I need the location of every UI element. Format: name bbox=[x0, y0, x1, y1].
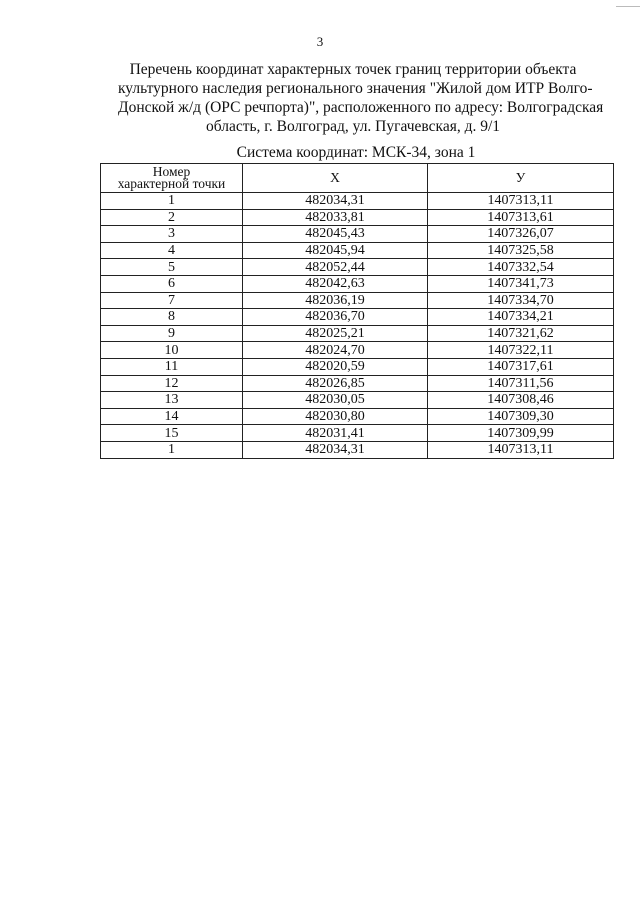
table-row bbox=[101, 392, 614, 409]
y-coordinate-cell: 1407313,11 bbox=[428, 193, 614, 210]
table-row bbox=[101, 408, 614, 425]
table-row bbox=[101, 193, 614, 210]
coordinates-table bbox=[100, 163, 614, 459]
x-coordinate-cell: 482034,31 bbox=[243, 193, 428, 210]
point-number-cell: 10 bbox=[101, 342, 243, 359]
point-number-cell: 9 bbox=[101, 325, 243, 342]
title-line: область, г. Волгоград, ул. Пугачевская, д. 9/1 bbox=[205, 118, 501, 135]
point-number-cell: 11 bbox=[101, 358, 243, 375]
table-row bbox=[101, 358, 614, 375]
point-number-cell: 5 bbox=[101, 259, 243, 276]
point-number-cell: 15 bbox=[101, 425, 243, 442]
table-body bbox=[101, 193, 614, 459]
header-point-number-line2: характерной точки bbox=[117, 176, 226, 191]
table-row bbox=[101, 375, 614, 392]
x-coordinate-cell: 482025,21 bbox=[243, 325, 428, 342]
x-coordinate-cell: 482042,63 bbox=[243, 275, 428, 292]
table-row bbox=[101, 226, 614, 243]
title-line: Перечень координат характерных точек границ территории объекта bbox=[129, 61, 577, 78]
y-coordinate-cell: 1407321,62 bbox=[428, 325, 614, 342]
x-coordinate-cell: 482036,70 bbox=[243, 309, 428, 326]
point-number-cell: 7 bbox=[101, 292, 243, 309]
title-line: культурного наследия регионального значения "Жилой дом ИТР Волго- bbox=[118, 80, 593, 97]
header-x: X bbox=[243, 164, 428, 193]
point-number-cell: 2 bbox=[101, 209, 243, 226]
y-coordinate-cell: 1407313,61 bbox=[428, 209, 614, 226]
table-row bbox=[101, 242, 614, 259]
x-coordinate-cell: 482030,80 bbox=[243, 408, 428, 425]
y-coordinate-cell: 1407332,54 bbox=[428, 259, 614, 276]
x-coordinate-cell: 482052,44 bbox=[243, 259, 428, 276]
y-coordinate-cell: 1407317,61 bbox=[428, 358, 614, 375]
y-coordinate-cell: 1407334,70 bbox=[428, 292, 614, 309]
y-coordinate-cell: 1407311,56 bbox=[428, 375, 614, 392]
point-number-cell: 12 bbox=[101, 375, 243, 392]
x-coordinate-cell: 482036,19 bbox=[243, 292, 428, 309]
x-coordinate-cell: 482030,05 bbox=[243, 392, 428, 409]
point-number-cell: 13 bbox=[101, 392, 243, 409]
header-y: У bbox=[428, 164, 614, 193]
y-coordinate-cell: 1407326,07 bbox=[428, 226, 614, 243]
point-number-cell: 6 bbox=[101, 275, 243, 292]
table-row bbox=[101, 259, 614, 276]
header-point-number-line1: Номер bbox=[152, 164, 191, 179]
table-row bbox=[101, 425, 614, 442]
y-coordinate-cell: 1407309,99 bbox=[428, 425, 614, 442]
x-coordinate-cell: 482020,59 bbox=[243, 358, 428, 375]
y-coordinate-cell: 1407341,73 bbox=[428, 275, 614, 292]
x-coordinate-cell: 482034,31 bbox=[243, 441, 428, 458]
y-coordinate-cell: 1407313,11 bbox=[428, 441, 614, 458]
x-coordinate-cell: 482045,94 bbox=[243, 242, 428, 259]
point-number-cell: 3 bbox=[101, 226, 243, 243]
point-number-cell: 14 bbox=[101, 408, 243, 425]
scan-edge-mark bbox=[616, 6, 640, 7]
point-number-cell: 8 bbox=[101, 309, 243, 326]
table-row bbox=[101, 275, 614, 292]
x-coordinate-cell: 482031,41 bbox=[243, 425, 428, 442]
y-coordinate-cell: 1407322,11 bbox=[428, 342, 614, 359]
point-number-cell: 1 bbox=[101, 193, 243, 210]
x-coordinate-cell: 482024,70 bbox=[243, 342, 428, 359]
page-number: 3 bbox=[316, 34, 324, 49]
coordinate-system-caption: Система координат: МСК-34, зона 1 bbox=[236, 144, 476, 161]
title-line: Донской ж/д (ОРС речпорта)", расположенного по адресу: Волгоградская bbox=[118, 99, 604, 116]
y-coordinate-cell: 1407334,21 bbox=[428, 309, 614, 326]
table-row bbox=[101, 292, 614, 309]
document-title bbox=[118, 60, 604, 136]
table-row bbox=[101, 209, 614, 226]
point-number-cell: 1 bbox=[101, 441, 243, 458]
x-coordinate-cell: 482026,85 bbox=[243, 375, 428, 392]
y-coordinate-cell: 1407309,30 bbox=[428, 408, 614, 425]
point-number-cell: 4 bbox=[101, 242, 243, 259]
y-coordinate-cell: 1407308,46 bbox=[428, 392, 614, 409]
table-row bbox=[101, 342, 614, 359]
table-row bbox=[101, 441, 614, 458]
y-coordinate-cell: 1407325,58 bbox=[428, 242, 614, 259]
table-row bbox=[101, 325, 614, 342]
table-header-row bbox=[101, 164, 614, 193]
x-coordinate-cell: 482045,43 bbox=[243, 226, 428, 243]
table-row bbox=[101, 309, 614, 326]
header-point-number bbox=[101, 164, 243, 193]
x-coordinate-cell: 482033,81 bbox=[243, 209, 428, 226]
